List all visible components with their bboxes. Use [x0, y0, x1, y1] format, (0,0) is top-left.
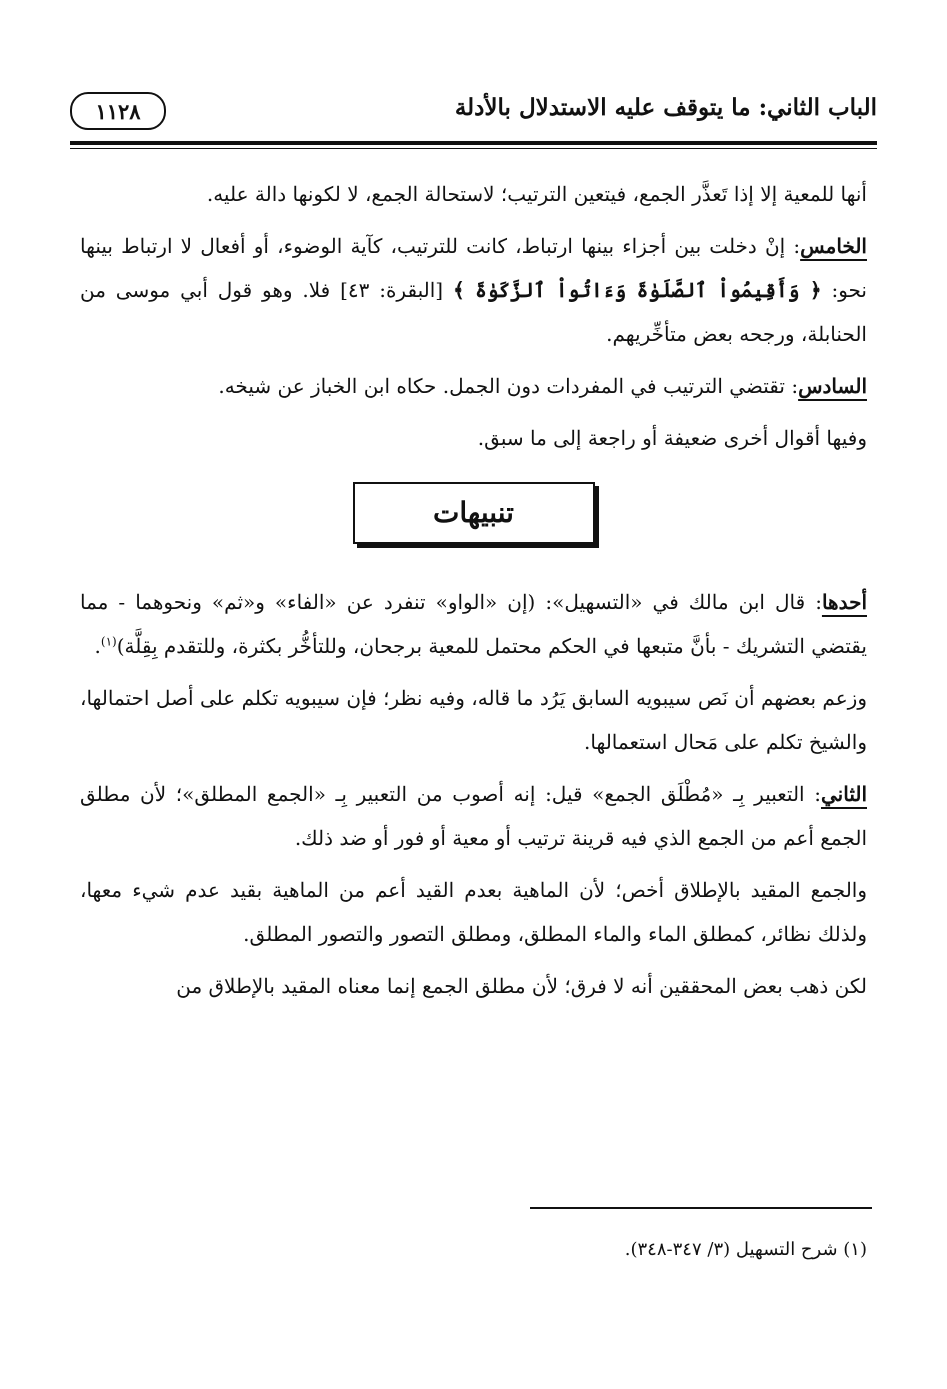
footnote-marker: (١) — [100, 634, 117, 649]
paragraph — [80, 224, 867, 356]
quran-verse: ﴿ وَأَقِيمُواْ ٱلصَّلَوٰةَ وَءَاتُواْ ٱلزَّكَوٰةَ ﴾ — [452, 278, 822, 302]
paragraph — [80, 580, 867, 668]
main-text — [80, 172, 867, 1016]
section-heading-wrap — [80, 482, 867, 544]
paragraph-text: : إنْ دخلت بين أجزاء بينها ارتباط، كانت للترتيب، كآية الوضوء، أو أفعال لا ارتباط بينها نحو: — [80, 234, 868, 302]
paragraph-text: والجمع المقيد بالإطلاق أخص؛ لأن الماهية بعدم القيد أعم من الماهية بقيد عدم شيء معها، ولذلك نظائر، كمطلق الماء والماء المطلق، ومطلق التصور والتصور المطلق. — [80, 878, 867, 946]
paragraph — [80, 772, 867, 860]
term-heading: السادس — [798, 374, 867, 398]
paragraph-text: : التعبير بِـ «مُطْلَق الجمع» قيل: إنه أصوب من التعبير بِـ «الجمع المطلق»؛ لأن مطلق الجمع أعم من الجمع الذي فيه قرينة ترتيب أو معية أو فور أو ضد ذلك. — [80, 782, 867, 850]
paragraph — [80, 364, 867, 408]
term-heading: أحدها — [821, 590, 867, 614]
footnote: (١) شرح التسهيل (٣/ ٣٤٧-٣٤٨). — [624, 1239, 867, 1260]
paragraph-text: : تقتضي الترتيب في المفردات دون الجمل. حكاه ابن الخباز عن شيخه. — [218, 374, 799, 398]
paragraph-text: أنها للمعية إلا إذا تَعذَّر الجمع، فيتعين الترتيب؛ لاستحالة الجمع، لا لكونها دالة عليه. — [206, 182, 867, 206]
chapter-title: الباب الثاني: ما يتوقف عليه الاستدلال بالأدلة — [454, 94, 877, 121]
section-heading-box: تنبيهات — [353, 482, 595, 544]
paragraph-text: . — [94, 634, 101, 658]
term-heading: الخامس — [800, 234, 867, 258]
header-rule-thick — [70, 141, 877, 145]
page-number-badge: ١١٢٨ — [70, 92, 166, 130]
paragraph-text: : قال ابن مالك في «التسهيل»: (إن «الواو» تنفرد عن «الفاء» و«ثم» ونحوهما - مما يقتضي التشريك - بأنَّ متبعها في الحكم محتمل للمعية برجحان، وللتأخُّر بكثرة، وللتقدم بِقِلَّة) — [80, 590, 867, 658]
paragraph-text: لكن ذهب بعض المحققين أنه لا فرق؛ لأن مطلق الجمع إنما معناه المقيد بالإطلاق من — [176, 974, 867, 998]
paragraph-text: وزعم بعضهم أن نَص سيبويه السابق يَرُد ما قاله، وفيه نظر؛ فإن سيبويه تكلم على أصل احتمالها، والشيخ تكلم على مَحال استعمالها. — [80, 686, 867, 754]
page-header — [70, 92, 877, 140]
paragraph-text: وفيها أقوال أخرى ضعيفة أو راجعة إلى ما سبق. — [477, 426, 867, 450]
header-rule-thin — [70, 148, 877, 149]
paragraph — [80, 416, 867, 460]
paragraph-text: [البقرة: ٤٣] فلا. وهو قول أبي موسى من الحنابلة، ورجحه بعض متأخِّريهم. — [80, 278, 867, 346]
paragraph — [80, 964, 867, 1008]
footnote-rule — [530, 1207, 872, 1209]
paragraph — [80, 172, 867, 216]
paragraph — [80, 676, 867, 764]
term-heading: الثاني — [820, 782, 867, 806]
paragraph — [80, 868, 867, 956]
